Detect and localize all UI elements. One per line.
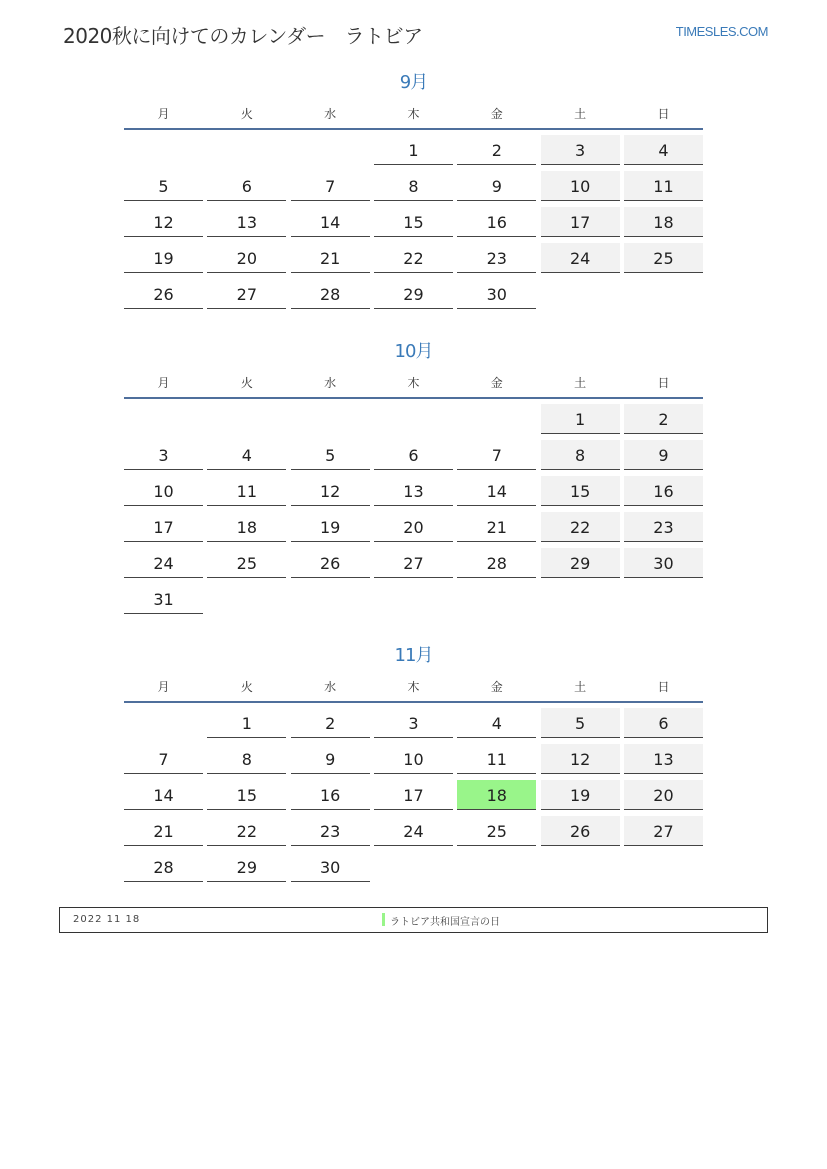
weekday-label: 月 bbox=[157, 376, 170, 390]
weekday-label: 水 bbox=[324, 107, 337, 121]
header-rule bbox=[124, 701, 703, 703]
day-cell: 3 bbox=[124, 440, 203, 470]
day-cell: 13 bbox=[374, 476, 453, 506]
day-cell: 5 bbox=[124, 171, 203, 201]
day-cell: 18 bbox=[624, 207, 703, 237]
day-cell: 29 bbox=[374, 279, 453, 309]
weekday-label: 月 bbox=[157, 680, 170, 694]
day-cell: 5 bbox=[541, 708, 620, 738]
day-cell: 14 bbox=[124, 780, 203, 810]
day-cell: 23 bbox=[624, 512, 703, 542]
day-cell: 22 bbox=[374, 243, 453, 273]
day-cell: 13 bbox=[207, 207, 286, 237]
weekday-label: 日 bbox=[657, 680, 670, 694]
day-cell: 21 bbox=[291, 243, 370, 273]
day-cell-empty bbox=[457, 852, 536, 882]
month-october bbox=[124, 339, 703, 614]
day-cell: 14 bbox=[291, 207, 370, 237]
day-cell: 12 bbox=[541, 744, 620, 774]
day-cell: 1 bbox=[207, 708, 286, 738]
day-cell: 9 bbox=[291, 744, 370, 774]
day-cell: 24 bbox=[374, 816, 453, 846]
day-cell: 25 bbox=[207, 548, 286, 578]
weekday-header bbox=[124, 675, 703, 699]
day-cell-empty bbox=[374, 852, 453, 882]
weekday-label: 日 bbox=[657, 376, 670, 390]
day-cell: 20 bbox=[207, 243, 286, 273]
day-cell: 27 bbox=[374, 548, 453, 578]
day-cell: 8 bbox=[374, 171, 453, 201]
day-cell-empty bbox=[624, 279, 703, 309]
day-cell: 28 bbox=[124, 852, 203, 882]
weekday-label: 木 bbox=[407, 680, 420, 694]
day-cell: 10 bbox=[124, 476, 203, 506]
weekday-label: 金 bbox=[490, 107, 503, 121]
day-cell: 24 bbox=[124, 548, 203, 578]
day-cell-empty bbox=[291, 584, 370, 614]
days-grid bbox=[124, 404, 703, 614]
day-cell-empty bbox=[124, 708, 203, 738]
day-cell-empty bbox=[624, 584, 703, 614]
day-cell: 8 bbox=[541, 440, 620, 470]
day-cell: 30 bbox=[291, 852, 370, 882]
header-rule bbox=[124, 397, 703, 399]
weekday-label: 月 bbox=[157, 107, 170, 121]
day-cell: 11 bbox=[207, 476, 286, 506]
holiday-legend bbox=[59, 907, 768, 933]
month-title: 9月 bbox=[399, 72, 428, 93]
day-cell: 6 bbox=[207, 171, 286, 201]
days-grid bbox=[124, 708, 703, 882]
day-cell: 9 bbox=[457, 171, 536, 201]
day-cell: 30 bbox=[624, 548, 703, 578]
days-grid bbox=[124, 135, 703, 309]
day-cell: 27 bbox=[207, 279, 286, 309]
day-cell: 19 bbox=[291, 512, 370, 542]
day-cell: 5 bbox=[291, 440, 370, 470]
day-cell: 10 bbox=[374, 744, 453, 774]
day-cell-empty bbox=[457, 404, 536, 434]
legend-date: 2022 11 18 bbox=[73, 914, 141, 925]
day-cell: 17 bbox=[541, 207, 620, 237]
day-cell-empty bbox=[457, 584, 536, 614]
day-cell: 23 bbox=[457, 243, 536, 273]
month-september bbox=[124, 70, 703, 309]
holiday-cell: 18 bbox=[457, 780, 536, 810]
day-cell: 28 bbox=[291, 279, 370, 309]
day-cell: 17 bbox=[124, 512, 203, 542]
day-cell: 30 bbox=[457, 279, 536, 309]
day-cell-empty bbox=[541, 584, 620, 614]
day-cell: 3 bbox=[374, 708, 453, 738]
day-cell-empty bbox=[541, 279, 620, 309]
weekday-label: 日 bbox=[657, 107, 670, 121]
day-cell: 6 bbox=[624, 708, 703, 738]
legend-holiday-name: ラトビア共和国宣言の日 bbox=[390, 917, 500, 928]
weekday-label: 土 bbox=[574, 376, 587, 390]
page-title: 2020秋に向けてのカレンダー ラトビア bbox=[63, 24, 423, 48]
weekday-header bbox=[124, 102, 703, 126]
day-cell: 22 bbox=[207, 816, 286, 846]
day-cell: 22 bbox=[541, 512, 620, 542]
day-cell: 11 bbox=[624, 171, 703, 201]
day-cell: 10 bbox=[541, 171, 620, 201]
day-cell: 15 bbox=[541, 476, 620, 506]
day-cell: 19 bbox=[124, 243, 203, 273]
weekday-label: 火 bbox=[240, 680, 253, 694]
day-cell-empty bbox=[124, 404, 203, 434]
weekday-label: 金 bbox=[490, 680, 503, 694]
day-cell: 20 bbox=[624, 780, 703, 810]
day-cell: 19 bbox=[541, 780, 620, 810]
day-cell: 28 bbox=[457, 548, 536, 578]
weekday-label: 水 bbox=[324, 680, 337, 694]
day-cell: 26 bbox=[291, 548, 370, 578]
day-cell: 25 bbox=[624, 243, 703, 273]
weekday-label: 火 bbox=[240, 107, 253, 121]
day-cell-empty bbox=[374, 584, 453, 614]
day-cell: 23 bbox=[291, 816, 370, 846]
day-cell: 16 bbox=[457, 207, 536, 237]
day-cell: 7 bbox=[291, 171, 370, 201]
day-cell: 8 bbox=[207, 744, 286, 774]
day-cell: 18 bbox=[207, 512, 286, 542]
day-cell: 4 bbox=[207, 440, 286, 470]
day-cell-empty bbox=[624, 852, 703, 882]
day-cell: 29 bbox=[541, 548, 620, 578]
day-cell: 9 bbox=[624, 440, 703, 470]
day-cell: 24 bbox=[541, 243, 620, 273]
day-cell-empty bbox=[124, 135, 203, 165]
day-cell: 26 bbox=[541, 816, 620, 846]
day-cell: 1 bbox=[374, 135, 453, 165]
day-cell: 4 bbox=[624, 135, 703, 165]
site-link[interactable]: TIMESLES.COM bbox=[675, 24, 768, 39]
day-cell: 14 bbox=[457, 476, 536, 506]
day-cell: 25 bbox=[457, 816, 536, 846]
day-cell: 27 bbox=[624, 816, 703, 846]
day-cell-empty bbox=[291, 404, 370, 434]
day-cell: 15 bbox=[374, 207, 453, 237]
day-cell-empty bbox=[207, 584, 286, 614]
month-november bbox=[124, 643, 703, 882]
weekday-label: 火 bbox=[240, 376, 253, 390]
weekday-label: 木 bbox=[407, 376, 420, 390]
day-cell: 3 bbox=[541, 135, 620, 165]
weekday-label: 木 bbox=[407, 107, 420, 121]
day-cell: 2 bbox=[624, 404, 703, 434]
day-cell: 16 bbox=[291, 780, 370, 810]
day-cell: 1 bbox=[541, 404, 620, 434]
header-rule bbox=[124, 128, 703, 130]
day-cell-empty bbox=[374, 404, 453, 434]
day-cell-empty bbox=[541, 852, 620, 882]
month-title: 10月 bbox=[394, 341, 433, 362]
day-cell: 13 bbox=[624, 744, 703, 774]
month-title: 11月 bbox=[394, 645, 433, 666]
day-cell: 4 bbox=[457, 708, 536, 738]
day-cell: 2 bbox=[291, 708, 370, 738]
weekday-label: 土 bbox=[574, 107, 587, 121]
day-cell: 11 bbox=[457, 744, 536, 774]
day-cell: 2 bbox=[457, 135, 536, 165]
day-cell: 12 bbox=[124, 207, 203, 237]
day-cell: 12 bbox=[291, 476, 370, 506]
day-cell: 31 bbox=[124, 584, 203, 614]
day-cell: 26 bbox=[124, 279, 203, 309]
day-cell: 7 bbox=[457, 440, 536, 470]
weekday-label: 金 bbox=[490, 376, 503, 390]
weekday-label: 水 bbox=[324, 376, 337, 390]
holiday-color-marker bbox=[382, 913, 385, 926]
weekday-header bbox=[124, 371, 703, 395]
day-cell: 15 bbox=[207, 780, 286, 810]
day-cell: 29 bbox=[207, 852, 286, 882]
day-cell-empty bbox=[291, 135, 370, 165]
day-cell: 16 bbox=[624, 476, 703, 506]
day-cell: 7 bbox=[124, 744, 203, 774]
day-cell-empty bbox=[207, 135, 286, 165]
day-cell: 20 bbox=[374, 512, 453, 542]
day-cell: 6 bbox=[374, 440, 453, 470]
weekday-label: 土 bbox=[574, 680, 587, 694]
day-cell: 17 bbox=[374, 780, 453, 810]
day-cell-empty bbox=[207, 404, 286, 434]
day-cell: 21 bbox=[124, 816, 203, 846]
day-cell: 21 bbox=[457, 512, 536, 542]
